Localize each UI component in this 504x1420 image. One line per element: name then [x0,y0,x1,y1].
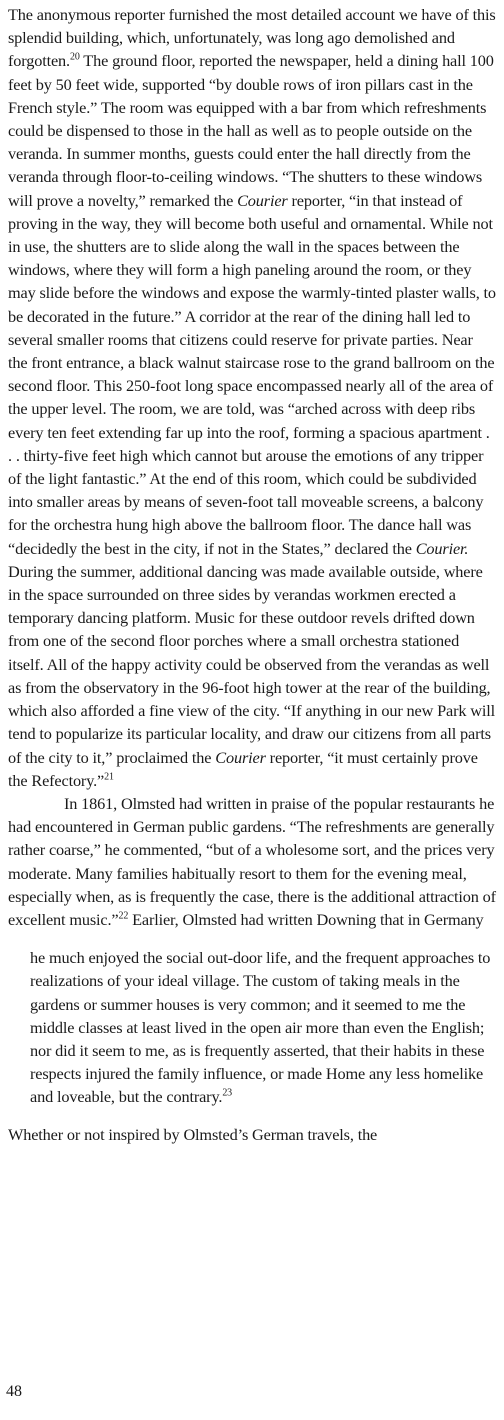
page-number: 48 [6,1383,22,1400]
document-page [8,3,496,1146]
footnote-marker: 20 [69,51,80,63]
text-run: reporter, “in that instead of proving in the way, they will become both useful and ornamental. While not in use, the shutters are to slide along the wall in the spaces between the windows, where they will form a high paneling around the room, or they may slide before the windows and expose the warmly-tinted plaster walls, to be decorated in the future.” A corridor at the rear of the dining hall led to several smaller rooms that citizens could reserve for private parties. Near the front entrance, a black walnut staircase rose to the grand ballroom on the second floor. This 250-foot long space encompassed nearly all of the area of the upper level. The room, we are told, was “arched across with deep ribs every ten feet extending far up into the roof, forming a spacious apartment . . . thirty-five feet high which cannot but arouse the emotions of any tripper of the light fantastic.” At the end of this room, which could be subdivided into smaller areas by means of seven-foot tall moveable screens, a balcony for the orchestra hung high above the ballroom floor. The dance hall was “decidedly the best in the city, if not in the States,” declared the [8,190,496,558]
footnote-marker: 22 [118,910,129,922]
text-run: reporter, “it must certainly prove the Refectory.” [8,747,478,790]
body-paragraph-refectory [8,3,496,792]
text-run: In 1861, Olmsted had written in praise of the popular restaurants he had encountered in German public gardens. “The refreshments are generally rather coarse,” he commented, “but of a wholesome sort, and the prices very moderate. Many families habitually resort to them for the evening meal, especially when, as is frequently the case, there is the additional attraction of excellent music.” [8,793,496,929]
text-run: he much enjoyed the social out-door life, and the frequent approaches to realizations of your ideal village. The custom of taking meals in the gardens or summer houses is very common; and it seemed to me the middle classes at least lived in the open air more than even the English; nor did it seem to me, as is frequently asserted, that their habits in these respects injured the family influence, or made Home any less homelike and loveable, but the contrary. [30,948,491,1107]
text-run: The anonymous reporter furnished the most detailed account we have of this splendid building, which, unfortunately, was long ago demolished and forgotten. [8,5,496,71]
text-run: The ground floor, reported the newspaper, held a dining hall 100 feet by 50 feet wide, supported “by double rows of iron pillars cast in the French style.” The room was equipped with a bar from which refreshments could be dispensed to those in the hall as well as to people outside on the veranda. In summer months, guests could enter the hall directly from the veranda through floor-to-ceiling windows. “The shutters to these windows will prove a novelty,” remarked the [8,51,494,210]
text-run: During the summer, additional dancing was made available outside, where in the space surrounded on three sides by verandas workmen erected a temporary dancing platform. Music for these outdoor revels drifted down from one of the second floor porches where a small orchestra stationed itself. All of the happy activity could be observed from the verandas as well as from the observatory in the 96-foot high tower at the rear of the building, which also afforded a fine view of the city. “If anything in our new Park will tend to popularize its particular locality, and draw our citizens from all parts of the city to it,” proclaimed the [8,561,495,767]
italic-title: Courier [215,747,266,767]
body-paragraph-olmsted [8,792,496,931]
text-run: Earlier, Olmsted had written Downing that in Germany [128,909,484,929]
footnote-marker: 21 [104,771,114,783]
italic-title: Courier [237,190,288,210]
block-quote-downing [8,946,496,1108]
italic-title: Courier. [415,538,469,558]
body-paragraph-continuation [8,1123,496,1146]
footnote-marker: 23 [222,1087,233,1099]
text-run: Whether or not inspired by Olmsted’s German travels, the [8,1124,378,1144]
